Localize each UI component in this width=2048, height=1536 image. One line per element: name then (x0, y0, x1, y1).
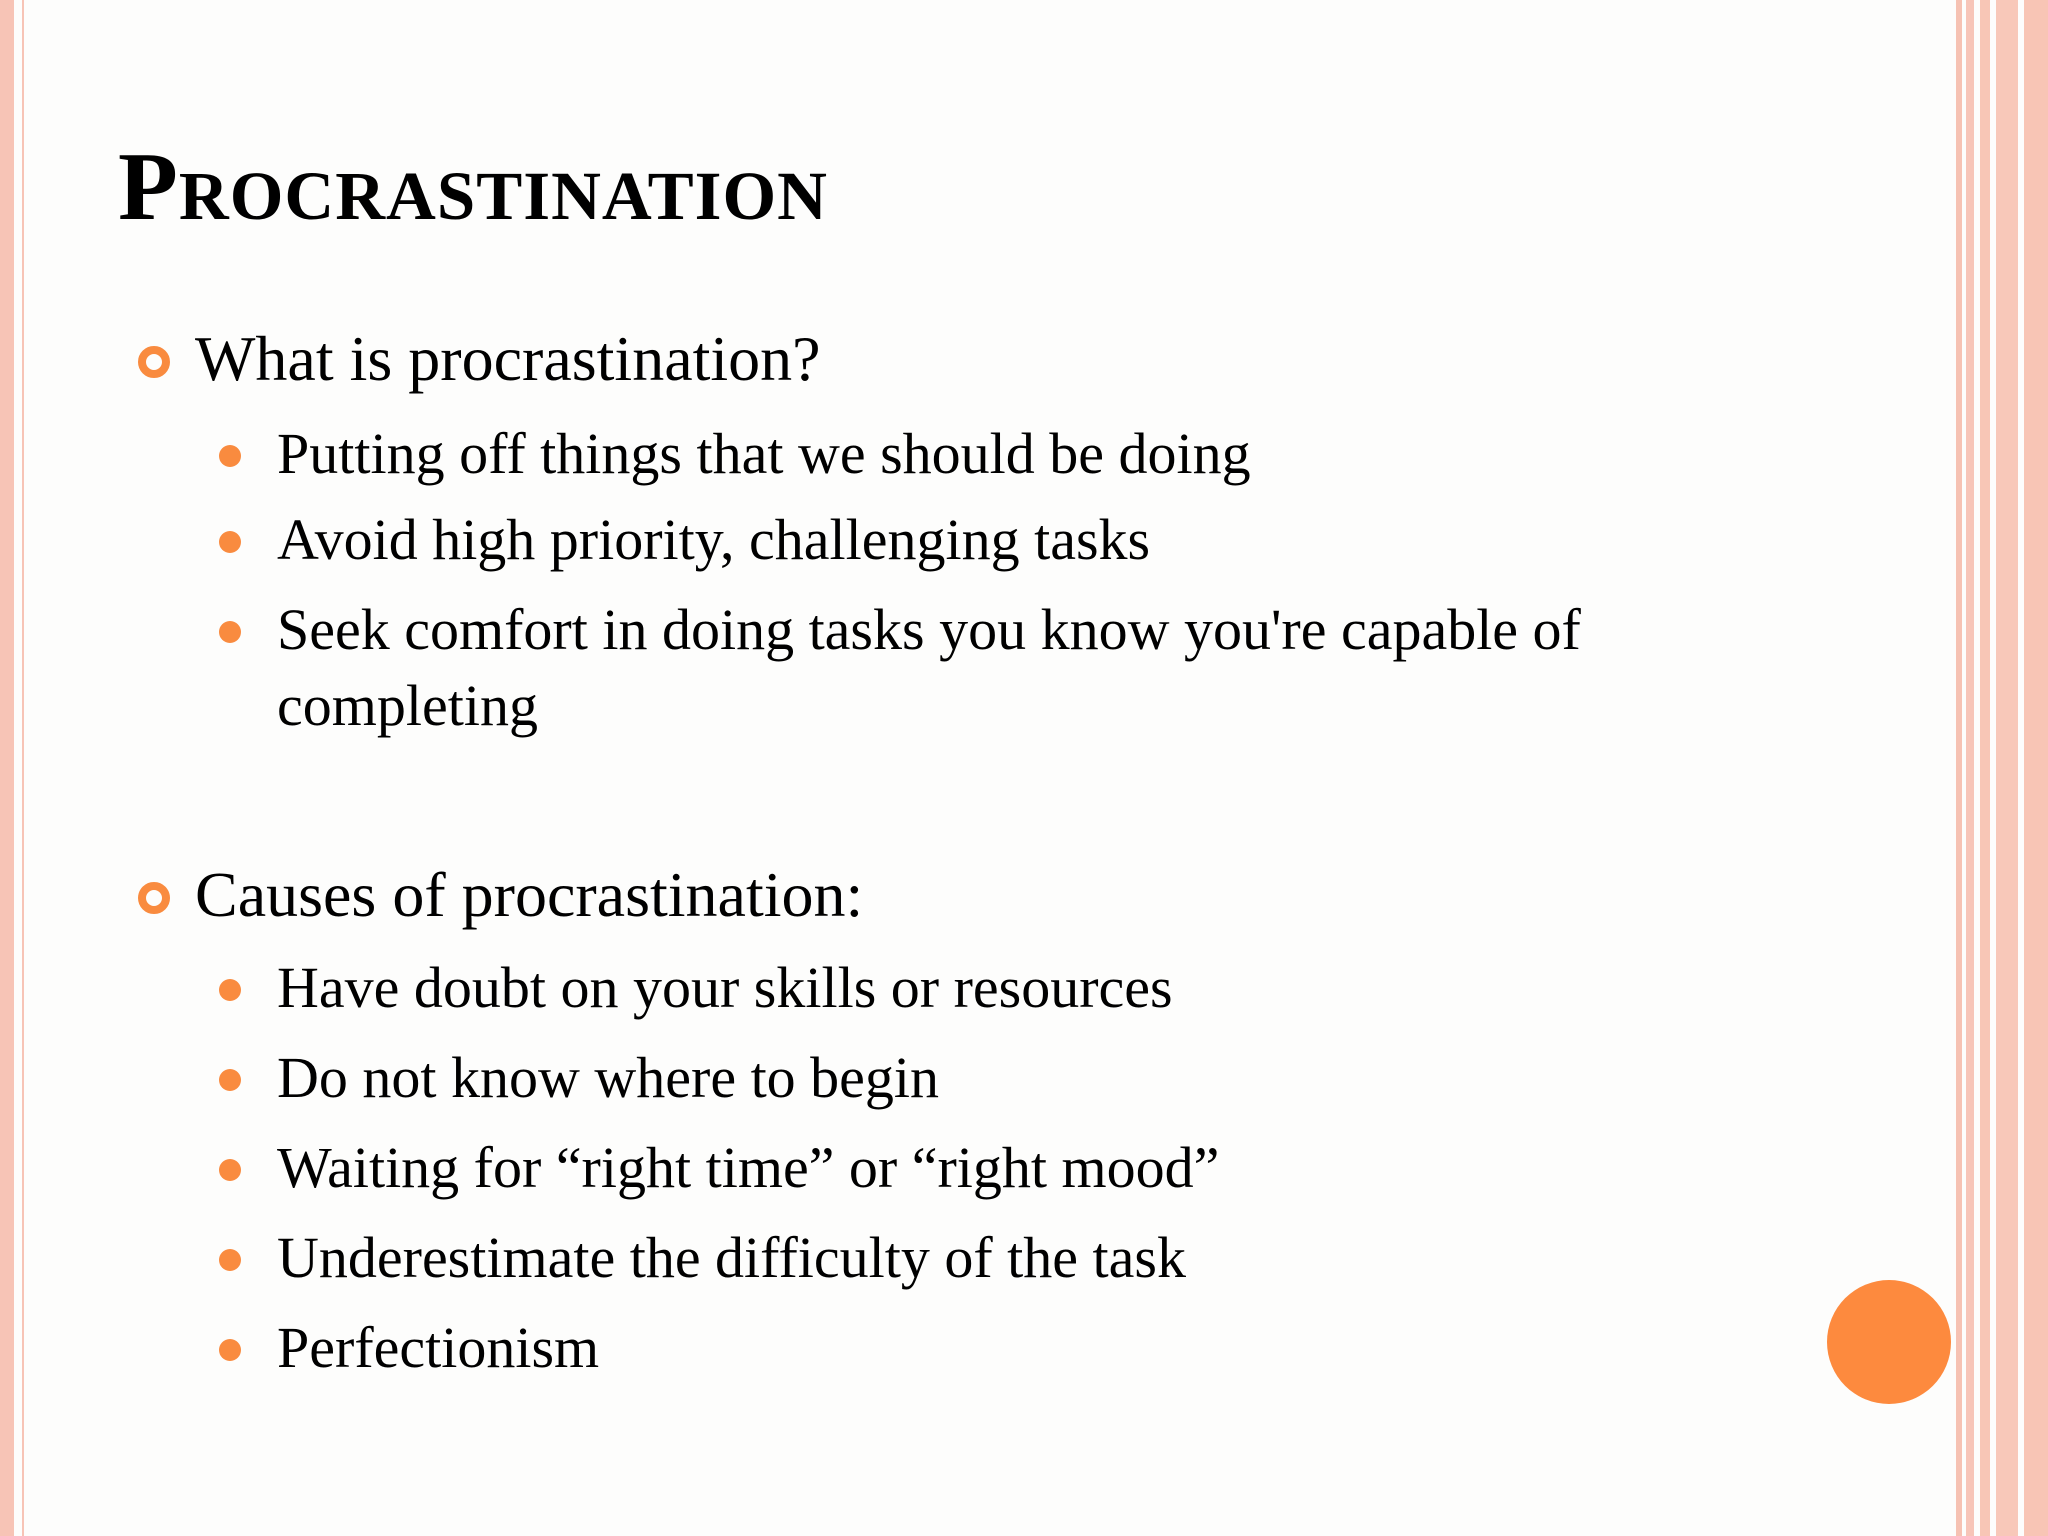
orange-circle-decoration (1827, 1280, 1951, 1404)
hollow-circle-icon (138, 882, 170, 914)
list-item: Waiting for “right time” or “right mood” (277, 1135, 1220, 1200)
list-item: Seek comfort in doing tasks you know you're capable of (277, 597, 1581, 662)
list-item: Perfectionism (277, 1315, 600, 1380)
filled-dot-icon (219, 1249, 241, 1271)
left-border-line (22, 0, 24, 1536)
hollow-circle-icon (138, 346, 170, 378)
filled-dot-icon (219, 1339, 241, 1361)
filled-dot-icon (219, 621, 241, 643)
list-item: Have doubt on your skills or resources (277, 955, 1173, 1020)
right-border-stripe (1966, 0, 1974, 1536)
right-border-stripe (1980, 0, 1990, 1536)
list-item: Putting off things that we should be doing (277, 421, 1251, 486)
filled-dot-icon (219, 531, 241, 553)
list-item: Underestimate the difficulty of the task (277, 1225, 1186, 1290)
filled-dot-icon (219, 445, 241, 467)
filled-dot-icon (219, 979, 241, 1001)
right-border-stripe (1996, 0, 2018, 1536)
left-border (0, 0, 14, 1536)
filled-dot-icon (219, 1069, 241, 1091)
list-item: Do not know where to begin (277, 1045, 940, 1110)
section-heading-causes: Causes of procrastination: (195, 859, 864, 930)
list-item: Avoid high priority, challenging tasks (277, 507, 1151, 572)
right-border-stripe (1956, 0, 1962, 1536)
slide-title: Procrastination (118, 133, 829, 241)
section-heading-definition: What is procrastination? (195, 323, 821, 394)
right-border-stripe (2024, 0, 2048, 1536)
list-item-continuation: completing (277, 673, 538, 738)
filled-dot-icon (219, 1159, 241, 1181)
